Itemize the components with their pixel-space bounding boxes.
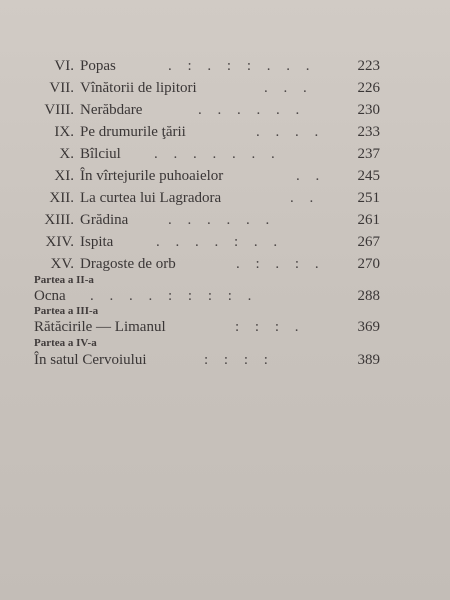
dot-leader: . . . . : : : : . [90, 288, 258, 304]
page-number: 226 [357, 80, 380, 96]
dot-leader: . . . [264, 80, 313, 96]
chapter-title: În vîrtejurile puhoaielor [80, 168, 224, 184]
dot-leader: : : : : [204, 352, 274, 368]
toc-entry [0, 56, 450, 76]
part-heading: Partea a IV-a [34, 337, 97, 349]
page-number: 288 [357, 288, 380, 304]
chapter-number: X. [59, 146, 74, 162]
toc-entry [0, 317, 450, 337]
chapter-number: XIV. [45, 234, 74, 250]
part-title: Rătăcirile — Limanul [34, 319, 166, 335]
toc-entry [0, 254, 450, 274]
part-heading: Partea a II-a [34, 274, 94, 286]
chapter-number: VII. [49, 80, 74, 96]
chapter-title: Ispita [80, 234, 114, 250]
dot-leader: . . . . [256, 124, 325, 140]
toc-entry [0, 210, 450, 230]
chapter-title: Nerăbdare [80, 102, 143, 118]
dot-leader: . . . . . . . [154, 146, 281, 162]
part-heading: Partea a III-a [34, 305, 99, 317]
dot-leader: : : : . [235, 319, 305, 335]
toc-entry [0, 78, 450, 98]
toc-entry [0, 232, 450, 252]
toc-entry [0, 350, 450, 370]
chapter-title: Pe drumurile ţării [80, 124, 186, 140]
toc-entry [0, 188, 450, 208]
toc-entry [0, 144, 450, 164]
page-number: 267 [357, 234, 380, 250]
dot-leader: . : . : : . . . [168, 58, 316, 74]
chapter-title: Dragoste de orb [80, 256, 176, 272]
chapter-title: Bîlciul [80, 146, 121, 162]
chapter-title: La curtea lui Lagradora [80, 190, 222, 206]
dot-leader: . . . . . . [168, 212, 276, 228]
chapter-number: XV. [50, 256, 74, 272]
toc-entry [0, 286, 450, 306]
chapter-title: Grădina [80, 212, 129, 228]
dot-leader: . . . . . . [198, 102, 306, 118]
page-number: 245 [357, 168, 380, 184]
page-number: 237 [357, 146, 380, 162]
page-number: 389 [357, 352, 380, 368]
chapter-title: Vînătorii de lipitori [80, 80, 197, 96]
toc-entry [0, 122, 450, 142]
part-title: Ocna [34, 288, 66, 304]
page-number: 369 [357, 319, 380, 335]
page-number: 233 [357, 124, 380, 140]
chapter-number: VIII. [44, 102, 74, 118]
dot-leader: . . [290, 190, 320, 206]
dot-leader: . . . . : . . [156, 234, 284, 250]
chapter-number: XIII. [44, 212, 74, 228]
toc-entry [0, 166, 450, 186]
chapter-number: XII. [49, 190, 74, 206]
toc-entry [0, 100, 450, 120]
page-number: 230 [357, 102, 380, 118]
chapter-number: XI. [54, 168, 74, 184]
page-number: 270 [357, 256, 380, 272]
part-title: În satul Cervoiului [34, 352, 147, 368]
dot-leader: . . [296, 168, 326, 184]
page-number: 251 [357, 190, 380, 206]
page-number: 261 [357, 212, 380, 228]
dot-leader: . : . : . [236, 256, 325, 272]
page-number: 223 [357, 58, 380, 74]
chapter-number: IX. [54, 124, 74, 140]
chapter-number: VI. [54, 58, 74, 74]
chapter-title: Popas [80, 58, 116, 74]
